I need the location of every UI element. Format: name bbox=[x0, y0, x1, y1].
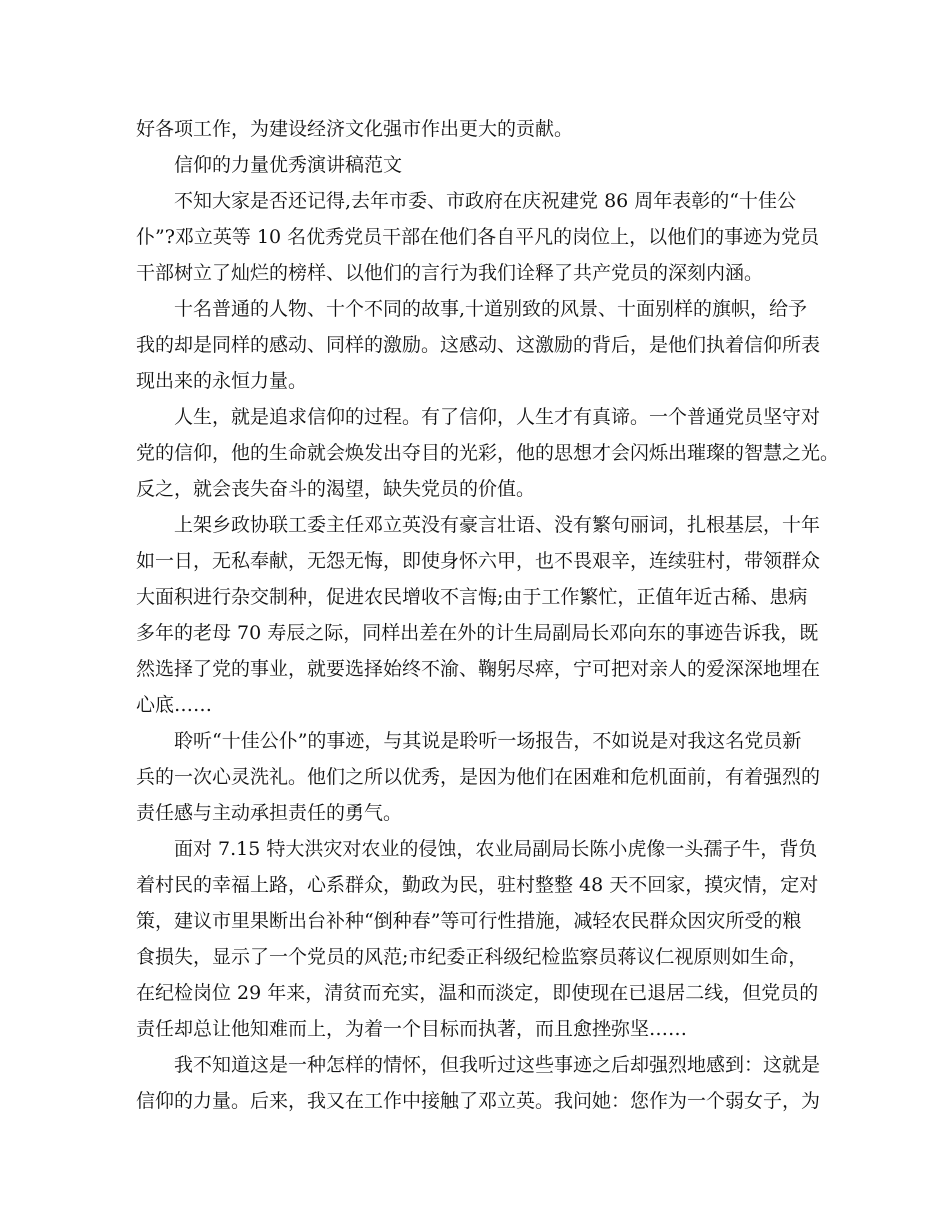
text-line: 在纪检岗位 29 年来，清贫而充实，温和而淡定，即使现在已退居二线，但党员的 bbox=[136, 982, 819, 1004]
text-line: 责任感与主动承担责任的勇气。 bbox=[136, 802, 403, 824]
text-line: 大面积进行杂交制种，促进农民增收不言悔;由于工作繁忙，正值年近古稀、患病 bbox=[136, 586, 808, 608]
paragraph-first-line: 我不知道这是一种怎样的情怀，但我听过这些事迹之后却强烈地感到：这就是 bbox=[174, 1054, 821, 1076]
text-line: 着村民的幸福上路，心系群众，勤政为民，驻村整整 48 天不回家，摸灾情，定对 bbox=[136, 874, 819, 896]
paragraph-first-line: 人生，就是追求信仰的过程。有了信仰，人生才有真谛。一个普通党员坚守对 bbox=[174, 406, 821, 428]
text-line: 策，建议市里果断出台补种“倒种春”等可行性措施，减轻农民群众因灾所受的粮 bbox=[136, 910, 802, 932]
text-line: 仆”?邓立英等 10 名优秀党员干部在他们各自平凡的岗位上，以他们的事迹为党员 bbox=[136, 226, 820, 248]
paragraph-first-line: 聆听“十佳公仆”的事迹，与其说是聆听一场报告，不如说是对我这名党员新 bbox=[174, 730, 802, 752]
text-line: 我的却是同样的感动、同样的激励。这感动、这激励的背后，是他们执着信仰所表 bbox=[136, 334, 821, 356]
paragraph-first-line: 不知大家是否还记得,去年市委、市政府在庆祝建党 86 周年表彰的“十佳公 bbox=[174, 190, 797, 212]
paragraph-first-line: 面对 7.15 特大洪灾对农业的侵蚀，农业局副局长陈小虎像一头孺子牛，背负 bbox=[174, 838, 818, 860]
text-line: 兵的一次心灵洗礼。他们之所以优秀，是因为他们在困难和危机面前，有着强烈的 bbox=[136, 766, 821, 788]
text-line: 多年的老母 70 寿辰之际，同样出差在外的计生局副局长邓向东的事迹告诉我，既 bbox=[136, 622, 819, 644]
text-line: 信仰的力量。后来，我又在工作中接触了邓立英。我问她：您作为一个弱女子，为 bbox=[136, 1090, 821, 1112]
paragraph-first-line: 十名普通的人物、十个不同的故事,十道别致的风景、十面别样的旗帜，给予 bbox=[174, 298, 808, 320]
text-line: 党的信仰，他的生命就会焕发出夺目的光彩，他的思想才会闪烁出璀璨的智慧之光。 bbox=[136, 442, 840, 464]
document-title: 信仰的力量优秀演讲稿范文 bbox=[174, 154, 403, 176]
text-line: 好各项工作，为建设经济文化强市作出更大的贡献。 bbox=[136, 118, 574, 140]
text-line: 如一日，无私奉献，无怨无悔，即使身怀六甲，也不畏艰辛，连续驻村，带领群众 bbox=[136, 550, 821, 572]
text-line: 现出来的永恒力量。 bbox=[136, 370, 308, 392]
text-line: 反之，就会丧失奋斗的渴望，缺失党员的价值。 bbox=[136, 478, 536, 500]
paragraph-first-line: 上架乡政协联工委主任邓立英没有豪言壮语、没有繁句丽词，扎根基层，十年 bbox=[174, 514, 821, 536]
text-line: 心底…… bbox=[136, 694, 213, 716]
text-line: 食损失，显示了一个党员的风范;市纪委正科级纪检监察员蒋议仁视原则如生命， bbox=[136, 946, 808, 968]
text-line: 责任却总让他知难而上，为着一个目标而执著，而且愈挫弥坚…… bbox=[136, 1018, 688, 1040]
text-line: 干部树立了灿烂的榜样、以他们的言行为我们诠释了共产党员的深刻内涵。 bbox=[136, 262, 764, 284]
text-line: 然选择了党的事业，就要选择始终不渝、鞠躬尽瘁，宁可把对亲人的爱深深地埋在 bbox=[136, 658, 821, 680]
